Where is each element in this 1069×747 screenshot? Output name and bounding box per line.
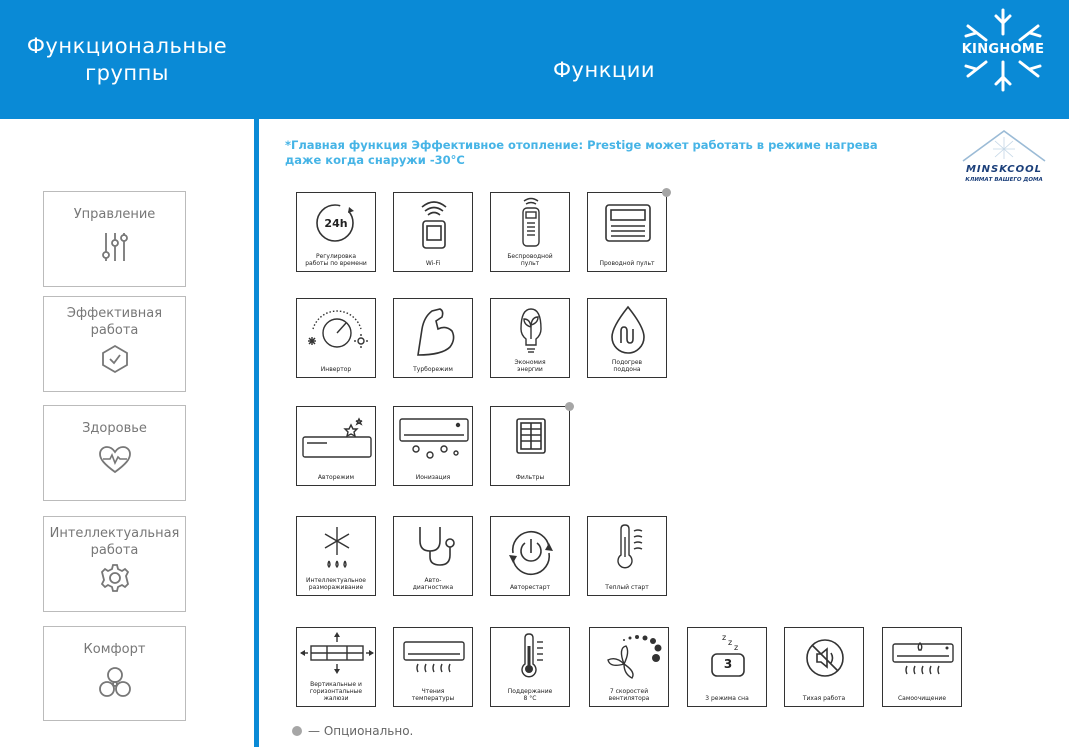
group-health-label: Здоровье [82, 421, 147, 436]
groups-header [0, 0, 254, 119]
sleep-z3: z [734, 643, 739, 652]
group-efficient-label1: Эффективная [66, 306, 163, 321]
sliders-icon [100, 231, 130, 263]
shield-check-icon [100, 344, 130, 374]
kinghome-logo-text: KINGHOME [961, 42, 1045, 57]
fn-defrost-label1: Интеллектуальное [306, 577, 366, 584]
group-comfort[interactable] [43, 626, 186, 721]
fn-self-clean [882, 627, 962, 707]
fn-quiet [784, 627, 864, 707]
minskcool-tagline: КЛИМАТ ВАШЕГО ДОМА [965, 177, 1043, 183]
fn-inverter-label: Инвертор [320, 366, 352, 373]
fn-remote [490, 192, 570, 272]
heart-pulse-icon [98, 445, 132, 475]
fn-louvers-label2: горизонтальные [309, 688, 363, 695]
fn-filters-label: Фильтры [515, 474, 545, 481]
sleep-z2: z [728, 638, 733, 647]
house-roof-icon [955, 127, 1053, 163]
sleep-icon-digit: 3 [723, 657, 733, 671]
fn-defrost-label2: размораживание [308, 584, 364, 591]
optional-dot-filters [565, 402, 574, 411]
group-intelligent-label1: Интеллектуальная [49, 526, 180, 541]
fn-filters [490, 406, 570, 486]
fn-eco [490, 298, 570, 378]
group-intelligent[interactable] [43, 516, 186, 612]
groups-header-line1: Функциональные [26, 33, 228, 58]
optional-legend [292, 724, 413, 738]
fn-auto [296, 406, 376, 486]
fn-tray-heat [587, 298, 667, 378]
fn-keep8-label2: 8 °С [523, 695, 537, 702]
fn-wifi [393, 192, 473, 272]
fn-tray-label2: поддона [613, 366, 641, 373]
group-control[interactable] [43, 191, 186, 287]
fn-wifi-label: Wi-Fi [425, 260, 441, 267]
group-intelligent-label2: работа [90, 543, 139, 558]
fn-wired-remote [587, 192, 667, 272]
fn-autorestart [490, 516, 570, 596]
fn-timer [296, 192, 376, 272]
fn-quiet-label: Тихая работа [802, 695, 846, 702]
headline-line2: даже когда снаружи -30°С [285, 153, 465, 167]
group-control-label: Управление [73, 207, 156, 222]
gear-icon [100, 563, 130, 593]
fn-diag-label1: Авто- [424, 577, 442, 584]
fn-sleep-label: 3 режима сна [705, 695, 749, 702]
fn-restart-label: Авторестарт [509, 584, 551, 591]
fn-tray-label1: Подогрев [611, 359, 643, 366]
fn-louvers-label1: Вертикальные и [310, 681, 362, 688]
fn-auto-label: Авторежим [317, 474, 355, 481]
fn-keep-8c [490, 627, 570, 707]
legend-dot-icon [292, 726, 302, 736]
minskcool-logo [955, 127, 1053, 187]
fn-louvers [296, 627, 376, 707]
group-efficient-label2: работа [90, 323, 139, 338]
fn-defrost [296, 516, 376, 596]
group-comfort-label: Комфорт [83, 642, 146, 657]
functions-header-title: Функции [552, 58, 655, 82]
fn-inverter [296, 298, 376, 378]
fn-sleep [687, 627, 767, 707]
main-function-headline [285, 138, 945, 168]
headline-line1: *Главная функция Эффективное отопление: Prestige может работать в режиме нагрева [285, 138, 878, 152]
fn-remote-label2: пульт [520, 260, 540, 267]
fn-louvers-label3: жалюзи [323, 695, 349, 702]
legend-text: — Опционально. [308, 724, 414, 738]
fn-keep8-label1: Поддержание [507, 688, 553, 695]
sleep-z1: z [722, 633, 727, 642]
fn-turbo [393, 298, 473, 378]
fn-selfclean-label: Самоочищение [897, 695, 947, 702]
fn-speeds-label1: 7 скоростей [609, 688, 649, 695]
fn-remote-label1: Беспроводной [507, 253, 553, 260]
group-efficient[interactable] [43, 296, 186, 392]
groups-header-line2: группы [85, 60, 169, 85]
fn-temp-label1: Чтения [421, 688, 445, 695]
fn-temp-label2: температуры [411, 695, 455, 702]
group-health[interactable] [43, 405, 186, 501]
fn-turbo-label: Турборежим [413, 366, 453, 373]
fn-diagnostics [393, 516, 473, 596]
fn-diag-label2: диагностика [412, 584, 454, 591]
kinghome-logo [948, 4, 1058, 96]
fn-ionization [393, 406, 473, 486]
fn-wired-label: Проводной пульт [599, 260, 655, 267]
fn-timer-label2: работы по времени [305, 260, 367, 267]
minskcool-name: MINSKCOOL [965, 164, 1043, 175]
fn-ion-label: Ионизация [415, 474, 451, 481]
fn-speeds-label2: вентилятора [608, 695, 650, 702]
fan-icon [98, 666, 132, 700]
timer-icon-text: 24h [324, 217, 348, 230]
fn-warm-label: Теплый старт [605, 584, 649, 591]
fn-timer-label1: Регулировка [315, 253, 357, 260]
fn-eco-label1: Экономия [514, 359, 546, 366]
optional-dot-wired [662, 188, 671, 197]
fn-fan-speeds [589, 627, 669, 707]
fn-warm-start [587, 516, 667, 596]
fn-eco-label2: энергии [517, 366, 543, 373]
fn-temp-reading [393, 627, 473, 707]
